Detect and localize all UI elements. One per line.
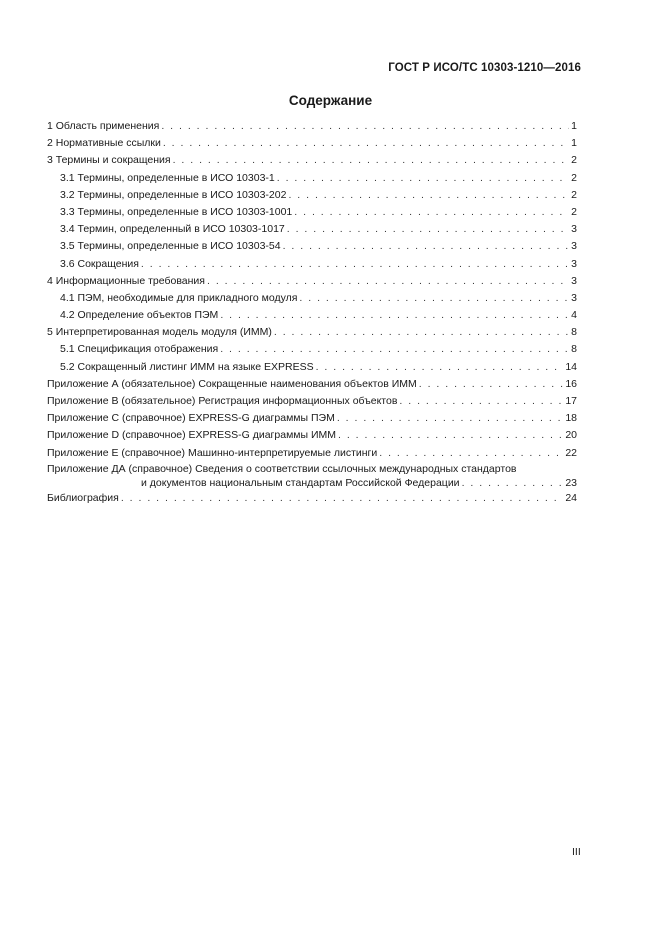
toc-leader-dots <box>274 324 569 341</box>
toc-page-number: 3 <box>571 274 577 287</box>
toc-leader-dots <box>220 341 569 358</box>
toc-entry-label: 3.5 Термины, определенные в ИСО 10303-54 <box>60 240 281 253</box>
toc-page-number: 1 <box>571 137 577 150</box>
toc-leader-dots <box>316 359 564 376</box>
toc-leader-dots <box>419 376 564 393</box>
toc-leader-dots <box>161 118 569 135</box>
toc-leader-dots <box>277 170 569 187</box>
toc-entry-label-line1: Приложение ДА (справочное) Сведения о соответствии ссылочных международных стандартов <box>47 462 517 475</box>
toc-page-number: 1 <box>571 120 577 132</box>
toc-entry-label-line2: и документов национальным стандартам Российской Федерации <box>141 476 460 489</box>
toc-entry-label: 4.1 ПЭМ, необходимые для прикладного модуля <box>60 291 298 304</box>
toc-entry[interactable] <box>47 393 577 410</box>
toc-entry-label: Приложение E (справочное) Машинно-интерпретируемые листинги <box>47 446 378 459</box>
toc-entry-label: 5.1 Спецификация отображения <box>60 343 219 356</box>
toc-page-number: 22 <box>565 446 577 459</box>
toc-page-number: 2 <box>571 154 577 167</box>
toc-entry-label: 3.1 Термины, определенные в ИСО 10303-1 <box>60 171 275 184</box>
toc-entry-label: 3 Термины и сокращения <box>47 154 171 167</box>
page-title: Содержание <box>288 93 373 108</box>
toc-leader-dots <box>399 393 563 410</box>
toc-leader-dots <box>299 290 569 307</box>
toc-entry-label: Приложение С (справочное) EXPRESS-G диаграммы ПЭМ <box>47 412 335 425</box>
toc-entry[interactable] <box>47 170 577 187</box>
toc-page-number: 2 <box>571 171 577 184</box>
toc-page-number: 3 <box>571 223 577 236</box>
toc-leader-dots <box>337 410 564 427</box>
toc-entry-label: 3.3 Термины, определенные в ИСО 10303-1001 <box>60 205 293 218</box>
toc-leader-dots <box>379 445 563 462</box>
table-of-contents <box>47 118 577 507</box>
toc-page-number: 17 <box>565 395 577 407</box>
toc-page-number: 20 <box>565 429 577 442</box>
toc-entry-label: 4.2 Определение объектов ПЭМ <box>60 309 219 322</box>
toc-page-number: 3 <box>571 291 577 304</box>
toc-leader-dots <box>294 204 569 221</box>
toc-page-number: 23 <box>565 476 577 489</box>
toc-leader-dots <box>462 476 564 490</box>
toc-entry[interactable] <box>47 204 577 221</box>
toc-page-number: 8 <box>571 343 577 356</box>
toc-entry-label: 2 Нормативные ссылки <box>47 137 161 150</box>
toc-page-number: 2 <box>571 205 577 218</box>
toc-entry-label: Приложение D (справочное) EXPRESS-G диаграммы ИММ <box>47 429 337 442</box>
toc-entry[interactable] <box>47 427 577 444</box>
document-identifier: ГОСТ Р ИСО/ТС 10303-1210—2016 <box>388 62 581 74</box>
toc-entry-annex-da[interactable] <box>47 462 577 490</box>
toc-entry[interactable] <box>47 118 577 135</box>
toc-page-number: 3 <box>571 240 577 253</box>
toc-page-number: 24 <box>565 491 577 504</box>
toc-entry[interactable] <box>47 445 577 462</box>
toc-entry[interactable] <box>47 152 577 169</box>
toc-entry[interactable] <box>47 187 577 204</box>
toc-entry-label: 3.6 Сокращения <box>60 257 139 270</box>
toc-entry[interactable] <box>47 221 577 238</box>
toc-entry-label: Приложение А (обязательное) Сокращенные наименования объектов ИММ <box>47 377 417 390</box>
toc-entry[interactable] <box>47 376 577 393</box>
toc-entry[interactable] <box>47 341 577 358</box>
toc-leader-dots <box>141 256 569 273</box>
toc-page-number: 16 <box>565 377 577 390</box>
toc-page-number: 4 <box>571 309 577 322</box>
toc-leader-dots <box>121 490 563 507</box>
toc-entry-label: 4 Информационные требования <box>47 274 205 287</box>
toc-leader-dots <box>288 187 569 204</box>
toc-entry[interactable] <box>47 273 577 290</box>
toc-entry-label: 5 Интерпретированная модель модуля (ИММ) <box>47 326 272 339</box>
toc-entry-bibliography[interactable] <box>47 490 577 507</box>
toc-entry-label: 5.2 Сокращенный листинг ИММ на языке EXPRESS <box>60 360 314 373</box>
toc-leader-dots <box>287 221 569 238</box>
toc-entry[interactable] <box>47 290 577 307</box>
toc-leader-dots <box>163 135 569 152</box>
toc-entry[interactable] <box>47 307 577 324</box>
toc-entry[interactable] <box>47 359 577 376</box>
toc-leader-dots <box>207 273 569 290</box>
toc-entry[interactable] <box>47 324 577 341</box>
toc-page-number: 18 <box>565 412 577 425</box>
toc-entry-label: 1 Область применения <box>47 120 160 132</box>
toc-entry[interactable] <box>47 238 577 255</box>
toc-entry[interactable] <box>47 410 577 427</box>
toc-leader-dots <box>173 152 570 169</box>
toc-entry-label: 3.4 Термин, определенный в ИСО 10303-1017 <box>60 223 285 236</box>
toc-entry-label: Приложение В (обязательное) Регистрация информационных объектов <box>47 395 398 407</box>
toc-page-number: 8 <box>571 326 577 339</box>
toc-leader-dots <box>283 238 570 255</box>
toc-entry[interactable] <box>47 135 577 152</box>
page-number: III <box>572 846 581 858</box>
toc-page-number: 14 <box>565 360 577 373</box>
toc-entry-label: 3.2 Термины, определенные в ИСО 10303-202 <box>60 188 287 201</box>
toc-entry[interactable] <box>47 256 577 273</box>
toc-entry-label: Библиография <box>47 491 119 504</box>
toc-leader-dots <box>338 427 563 444</box>
toc-page-number: 3 <box>571 257 577 270</box>
toc-leader-dots <box>220 307 569 324</box>
toc-page-number: 2 <box>571 188 577 201</box>
